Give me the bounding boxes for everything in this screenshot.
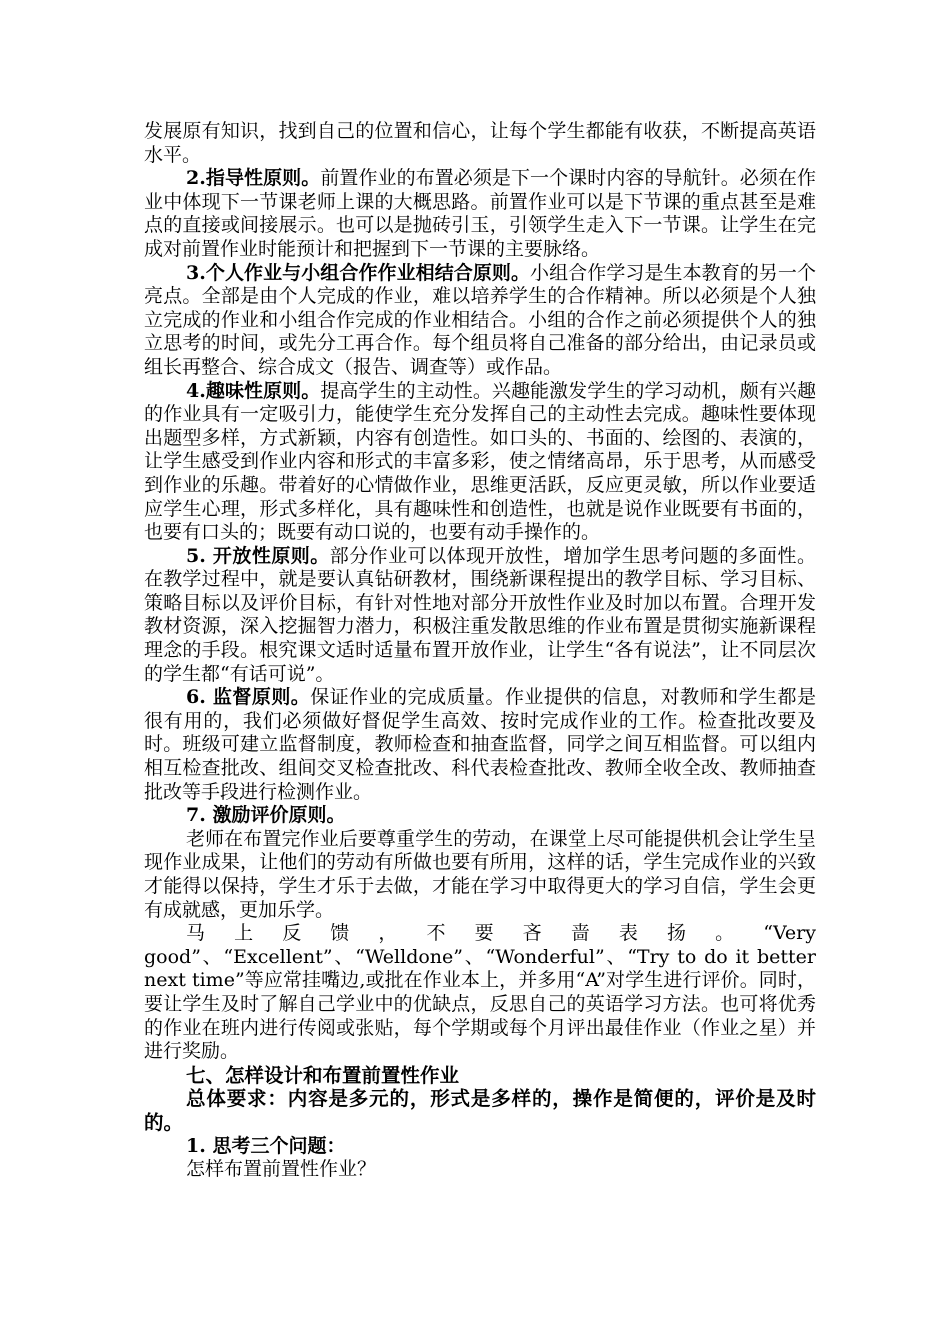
paragraph-openness-principle bbox=[144, 545, 816, 687]
principle-heading: 3.个人作业与小组合作作业相结合原则。 bbox=[186, 261, 531, 284]
subheading-three-questions: 1. 思考三个问题： bbox=[186, 1134, 346, 1157]
question-line: 怎样布置前置性作业？ bbox=[186, 1158, 377, 1181]
section-heading: 七、怎样设计和布置前置性作业 bbox=[186, 1063, 460, 1087]
principle-text: 前置作业的布置必须是下一个课时内容的导航针。必须在作业中体现下一节课老师上课的大概思路。前置作业可以是下节课的重点甚至是难点的直接或间接展示。也可以是抛砖引玉，引领学生走入下一节课。让学生在完成对前置作业时能预计和把握到下一节课的主要脉络。 bbox=[144, 167, 816, 260]
paragraph-guidance-principle bbox=[144, 167, 816, 261]
paragraph-continuation: 发展原有知识，找到自己的位置和信心，让每个学生都能有收获，不断提高英语水平。 bbox=[144, 120, 816, 166]
document-page bbox=[144, 120, 816, 1182]
principle-heading: 2.指导性原则。 bbox=[186, 167, 321, 190]
principle-heading: 4.趣味性原则。 bbox=[186, 379, 321, 402]
principle-text: 提高学生的主动性。兴趣能激发学生的学习动机，颇有兴趣的作业具有一定吸引力，能使学生充分发挥自己的主动性去完成。趣味性要体现出题型多样，方式新颖，内容有创造性。如口头的、书面的、绘图的、表演的，让学生感受到作业内容和形式的丰富多彩，使之情绪高昂，乐于思考，从而感受到作业的乐趣。带着好的心情做作业，思维更活跃，反应更灵敏，所以作业要适应学生心理，形式多样化，具有趣味性和创造性，也就是说作业既要有书面的，也要有口头的；既要有动口说的，也要有动手操作的。 bbox=[144, 379, 816, 544]
paragraph-supervision-principle bbox=[144, 686, 816, 804]
paragraph-group-principle bbox=[144, 262, 816, 380]
principle-heading: 6. 监督原则。 bbox=[186, 686, 311, 709]
principle-text: 小组合作学习是生本教育的另一个亮点。全部是由个人完成的作业，难以培养学生的合作精神。所以必须是个人独立完成的作业和小组合作完成的作业相结合。小组的合作之前必须提供个人的独立思考的时间，或先分工再合作。每个组员将自己准备的部分给出，由记录员或组长再整合、综合成文（报告、调查等）或作品。 bbox=[144, 261, 816, 378]
paragraph-feedback: 马上反馈，不要吝啬表扬。“Very good”、“Excellent”、“Welldone”、“Wonderful”、“Try to do it better next time”等应常挂嘴边,或批在作业本上，并多用“A”对学生进行评价。同时，要让学生及时了解自己学业中的优缺点，反思自己的英语学习方法。也可将优秀的作业在班内进行传阅或张贴，每个学期或每个月评出最佳作业（作业之星）并进行奖励。 bbox=[144, 922, 816, 1063]
paragraph-incentive-body: 老师在布置完作业后要尊重学生的劳动，在课堂上尽可能提供机会让学生呈现作业成果，让他们的劳动有所做也要有所用，这样的话，学生完成作业的兴致才能得以保持，学生才乐于去做，才能在学习中取得更大的学习自信，学生会更有成就感，更加乐学。 bbox=[144, 827, 816, 921]
general-requirement: 总体要求：内容是多元的，形式是多样的，操作是简便的，评价是及时的。 bbox=[144, 1087, 816, 1134]
paragraph-interest-principle bbox=[144, 380, 816, 545]
principle-text: 部分作业可以体现开放性，增加学生思考问题的多面性。在教学过程中，就是要认真钻研教材，围绕新课程提出的教学目标、学习目标、策略目标以及评价目标，有针对性地对部分开放性作业及时加以布置。合理开发教材资源，深入挖掘智力潜力，积极注重发散思维的作业布置是贯彻实施新课程理念的手段。根究课文适时适量布置开放作业，让学生“各有说法”，让不同层次的学生都“有话可说”。 bbox=[144, 544, 816, 685]
paragraph-incentive-heading: 7. 激励评价原则。 bbox=[186, 804, 346, 827]
principle-text: 保证作业的完成质量。作业提供的信息，对教师和学生都是很有用的，我们必须做好督促学生高效、按时完成作业的工作。检查批改要及时。班级可建立监督制度，教师检查和抽查监督，同学之间互相监督。可以组内相互检查批改、组间交叉检查批改、科代表检查批改、教师全收全改、教师抽查批改等手段进行检测作业。 bbox=[144, 686, 816, 803]
principle-heading: 5. 开放性原则。 bbox=[186, 544, 330, 567]
